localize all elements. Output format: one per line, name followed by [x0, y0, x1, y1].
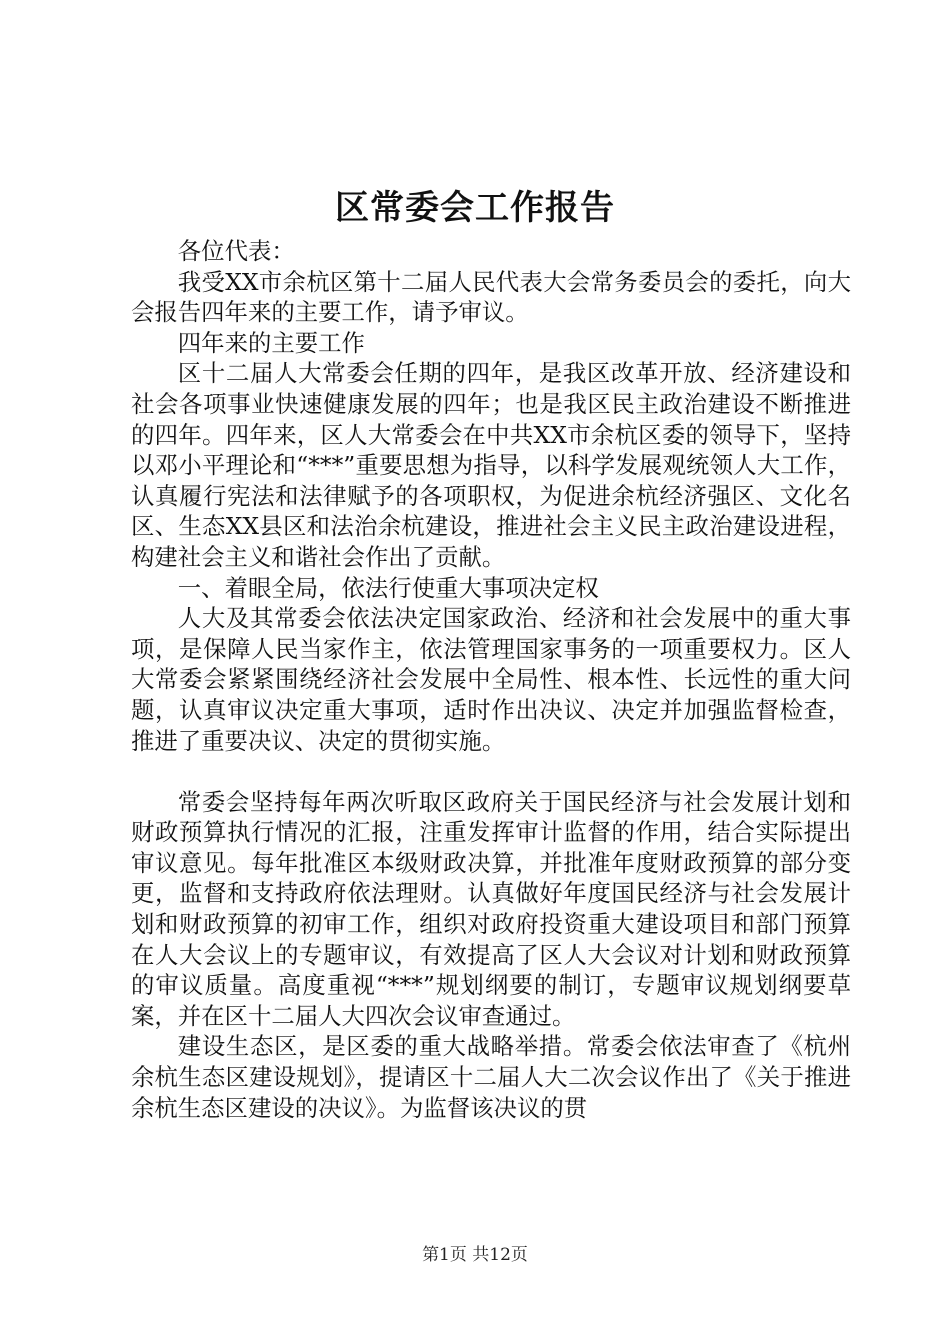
page-number-footer: 第1页 共12页	[422, 1245, 528, 1265]
body-paragraph: 建设生态区，是区委的重大战略举措。常委会依法审查了《杭州余杭生态区建设规划》，提请区十二届人大二次会议作出了《关于推进余杭生态区建设的决议》。为监督该决议的贯	[131, 1032, 851, 1122]
document-body	[131, 236, 851, 1123]
body-paragraph: 常委会坚持每年两次听取区政府关于国民经济与社会发展计划和财政预算执行情况的汇报，注重发挥审计监督的作用，结合实际提出审议意见。每年批准区本级财政决算，并批准年度财政预算的部分变更，监督和支持政府依法理财。认真做好年度国民经济与社会发展计划和财政预算的初审工作，组织对政府投资重大建设项目和部门预算在人大会议上的专题审议，有效提高了区人大会议对计划和财政预算的审议质量。高度重视“***”规划纲要的制订，专题审议规划纲要草案，并在区十二届人大四次会议审查通过。	[131, 787, 851, 1030]
body-paragraph: 区十二届人大常委会任期的四年，是我区改革开放、经济建设和社会各项事业快速健康发展的四年；也是我区民主政治建设不断推进的四年。四年来，区人大常委会在中共XX市余杭区委的领导下，坚持以邓小平理论和“***”重要思想为指导，以科学发展观统领人大工作，认真履行宪法和法律赋予的各项职权，为促进余杭经济强区、文化名区、生态XX县区和法治余杭建设，推进社会主义民主政治建设进程，构建社会主义和谐社会作出了贡献。	[131, 359, 851, 571]
intro-paragraph: 我受XX市余杭区第十二届人民代表大会常务委员会的委托，向大会报告四年来的主要工作，请予审议。	[131, 267, 851, 327]
salutation-paragraph: 各位代表：	[177, 237, 295, 265]
document-title: 区常委会工作报告	[335, 188, 615, 228]
body-paragraph: 人大及其常委会依法决定国家政治、经济和社会发展中的重大事项，是保障人民当家作主，依法管理国家事务的一项重要权力。区人大常委会紧紧围绕经济社会发展中全局性、根本性、长远性的重大问题，认真审议决定重大事项，适时作出决议、决定并加强监督检查，推进了重要决议、决定的贯彻实施。	[131, 604, 851, 755]
section-heading: 四年来的主要工作	[177, 328, 365, 357]
subsection-heading: 一、着眼全局，依法行使重大事项决定权	[177, 573, 599, 602]
